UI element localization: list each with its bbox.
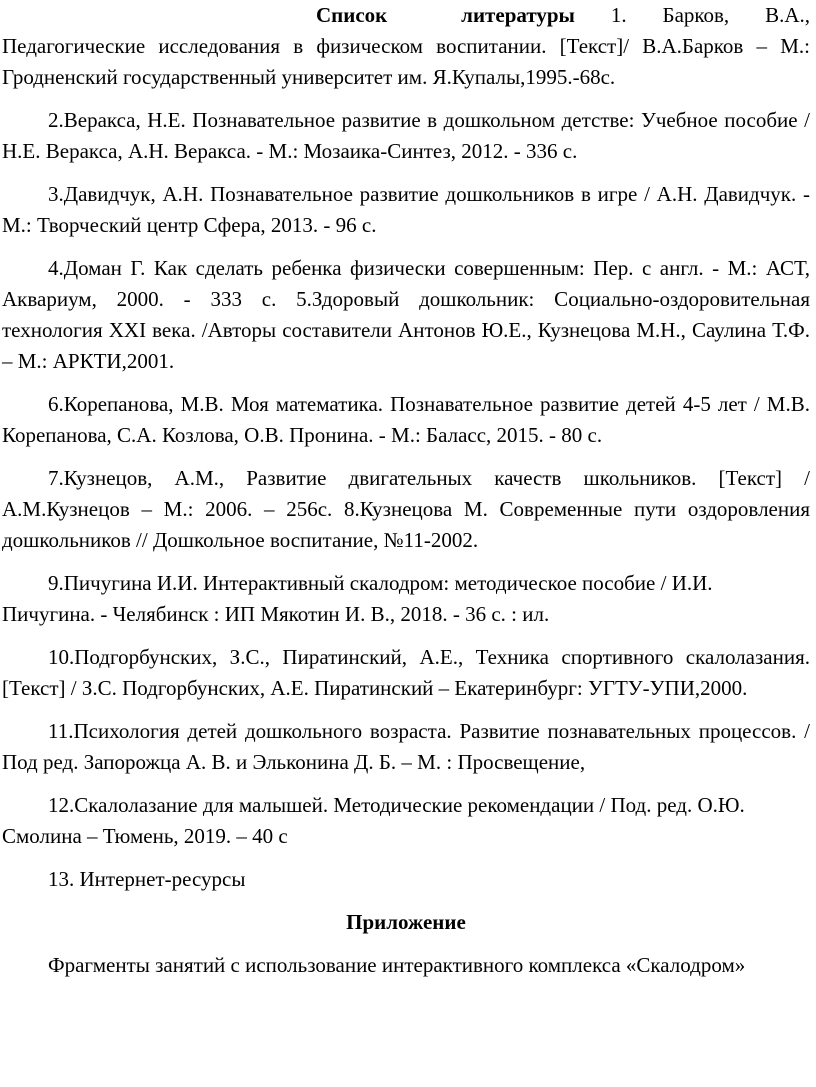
reference-item-2: 2.Веракса, Н.Е. Познавательное развитие в дошкольном детстве: Учебное пособие / Н.Е. Веракса, А.Н. Веракса. - М.: Мозаика-Синтез, 2012. - 336 с.: [2, 108, 810, 163]
reference-item-10: 10.Подгорбунских, З.С., Пиратинский, А.Е., Техника спортивного скалолазания. [Текст] / З.С. Подгорбунских, А.Е. Пиратинский – Екатеринбург: УГТУ-УПИ,2000.: [2, 645, 810, 700]
reference-item-11: 11.Психология детей дошкольного возраста. Развитие познавательных процессов. / Под ред. Запорожца А. В. и Эльконина Д. Б. – М. : Просвещение,: [2, 719, 810, 774]
reference-item-9: 9.Пичугина И.И. Интерактивный скалодром: методическое пособие / И.И. Пичугина. - Челябинск : ИП Мякотин И. В., 2018. - 36 с. : ил.: [2, 571, 713, 626]
reference-item-6: 6.Корепанова, М.В. Моя математика. Познавательное развитие детей 4-5 лет / М.В. Корепанова, С.А. Козлова, О.В. Пронина. - М.: Баласс, 2015. - 80 с.: [2, 392, 810, 447]
appendix-text: Фрагменты занятий с использование интерактивного комплекса «Скалодром»: [48, 953, 746, 977]
reference-item-12: 12.Скалолазание для малышей. Методические рекомендации / Под. ред. О.Ю. Смолина – Тюмень, 2019. – 40 с: [2, 793, 745, 848]
reference-text: 1. Барков, В.А., Педагогические исследования в физическом воспитании. [Текст]/ В.А.Барков – М.: Гродненский государственный университет им. Я.Купалы,1995.-68с.: [2, 3, 811, 89]
reference-item-13: 13. Интернет-ресурсы: [48, 867, 246, 891]
reference-item-7-8: 7.Кузнецов, А.М., Развитие двигательных качеств школьников. [Текст] / А.М.Кузнецов – М.: 2006. – 256с. 8.Кузнецова М. Современные пути оздоровления дошкольников // Дошкольное воспитание, №11-2002.: [2, 466, 810, 552]
appendix-heading: Приложение: [346, 910, 466, 934]
reference-item-3: 3.Давидчук, А.Н. Познавательное развитие дошкольников в игре / А.Н. Давидчук. - М.: Творческий центр Сфера, 2013. - 96 с.: [2, 182, 810, 237]
reference-item-1: [2, 0, 810, 93]
reference-item-4-5: 4.Доман Г. Как сделать ребенка физически совершенным: Пер. с англ. - М.: АСТ, Аквариум, 2000. - 333 с. 5.Здоровый дошкольник: Социально-оздоровительная технология XXI века. /Авторы составители Антонов Ю.Е., Кузнецова М.Н., Саулина Т.Ф. – М.: АРКТИ,2001.: [2, 256, 810, 373]
references-heading: Список литературы: [316, 3, 575, 27]
